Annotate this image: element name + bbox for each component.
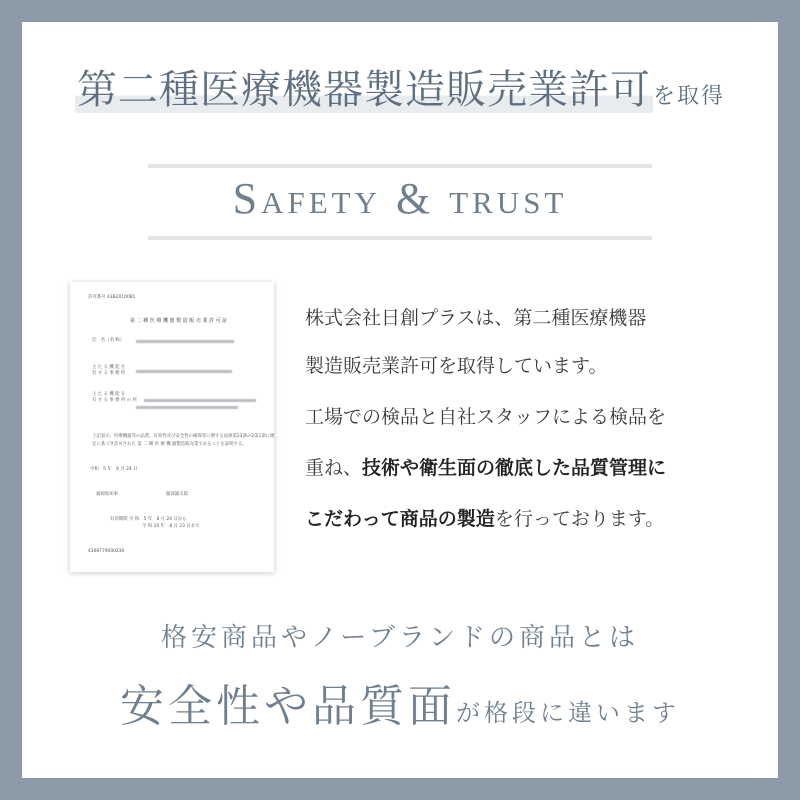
description-line	[305, 510, 664, 529]
certificate-office-label: 有 す る 事 務 所 の 所	[92, 398, 137, 403]
headline-main: 第二種医療機器製造販売業許可	[76, 67, 651, 113]
certificate-name-label: 氏 名（名 称）	[92, 338, 125, 343]
certificate-footer-no: 4308779000230	[88, 549, 125, 554]
tagline-rest: が格段に違います	[456, 699, 680, 727]
description-emphasis: 技術や衛生面の徹底した品質管理に	[362, 457, 667, 479]
tagline-line1: 格安商品やノーブランドの商品とは	[161, 623, 639, 653]
redacted-field	[144, 399, 256, 402]
certificate-title: 第 二 種 医 療 機 器 製 造 販 売 業 許 可 証	[130, 318, 228, 324]
redacted-field	[136, 406, 238, 409]
description-text: 重ね、	[305, 457, 363, 479]
divider-top	[148, 164, 652, 168]
certificate-signer-name: 服部誠太郎	[166, 492, 188, 497]
tagline-line2	[0, 670, 800, 734]
certificate-body: 定に基づき許可された 第 二 種 医 療 機 器製造販売業であることを証明する。	[92, 442, 247, 447]
certificate-office-label: 主 た る 機 能 を	[92, 365, 126, 370]
headline-suffix: を取得	[652, 84, 725, 109]
page-title	[0, 58, 800, 115]
divider-bottom	[148, 236, 652, 240]
tagline-emphasis: 安全性や品質面	[120, 681, 456, 732]
certificate-body: 上記表示、医療機器等の品質、有効性及び安全性の確保等に関する法律第23条の2第1項に規	[92, 434, 274, 439]
certificate-signer-label: 福岡県知事	[96, 492, 118, 497]
certificate-valid-from: 有効期間 令 和 5 年 8 月 24 日から	[110, 517, 187, 522]
certificate-office-label: 有 す る 事 務 所	[92, 371, 126, 376]
description-line	[305, 459, 666, 478]
description-line: 製造販売業許可を取得しています。	[305, 355, 608, 377]
certificate-valid-to: 令 和 10 年 8 月 23 日まで	[142, 524, 200, 529]
description-emphasis: こだわって商品の製造	[305, 508, 495, 530]
certificate-issue-date: 令和 5 年 8 月 24 日	[90, 467, 138, 472]
description-text: を行っております。	[494, 508, 665, 530]
certificate-permit-no: 許可番号 43B2X10081	[88, 295, 136, 300]
description-line: 株式会社日創プラスは、第二種医療機器	[305, 307, 647, 329]
certificate-image	[70, 282, 274, 572]
subtitle-english: Safety & trust	[232, 174, 568, 223]
certificate-office-label: 主 た る 機 能 を	[92, 392, 126, 397]
description-line: 工場での検品と自社スタッフによる検品を	[305, 406, 667, 428]
redacted-field	[136, 340, 234, 343]
redacted-field	[136, 370, 232, 373]
